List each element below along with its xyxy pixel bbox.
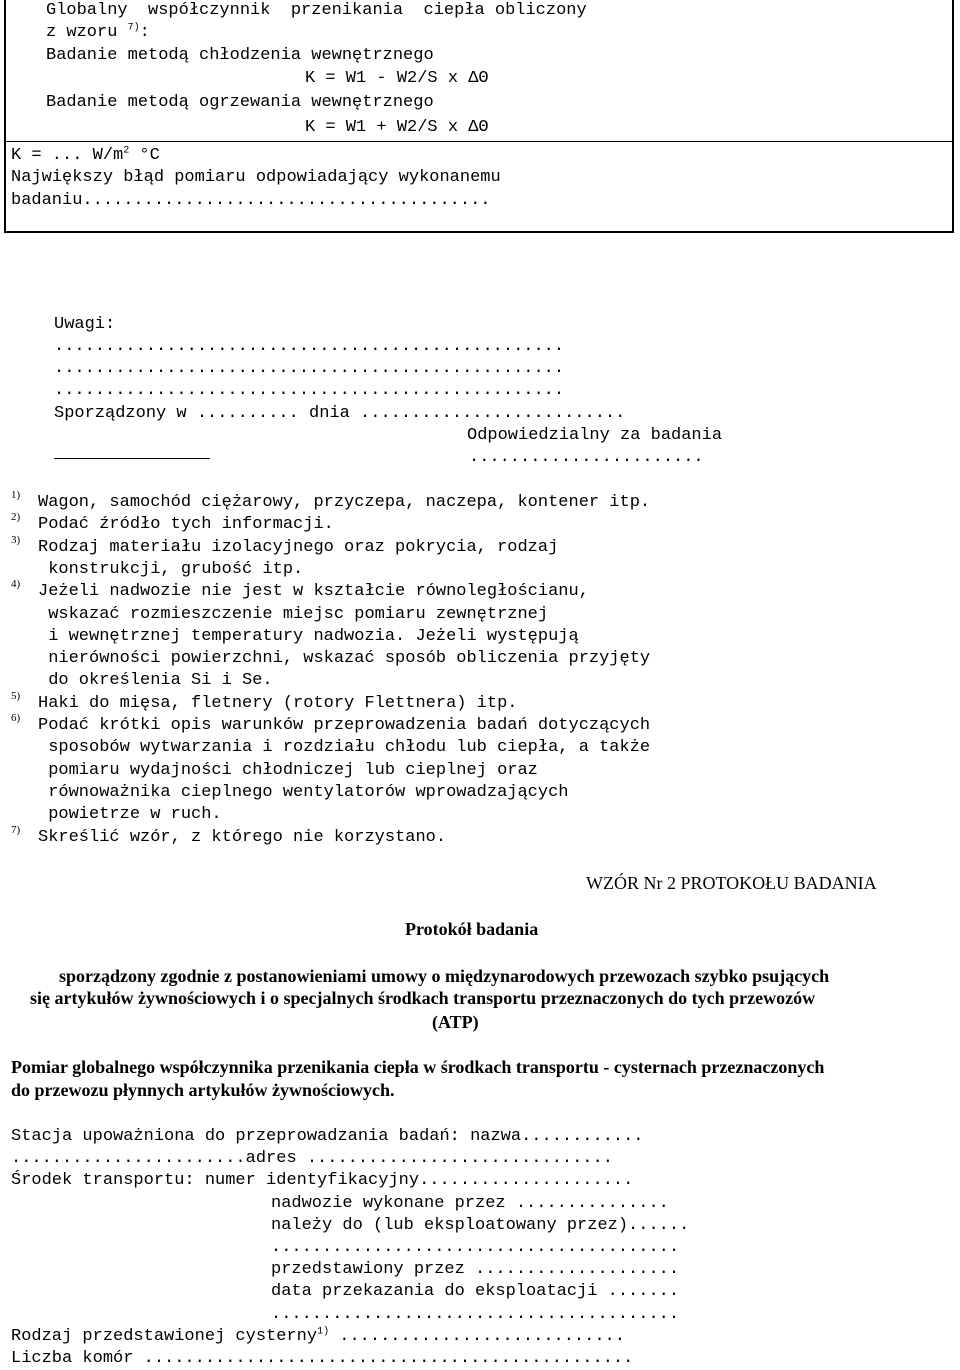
footnote-text: wskazać rozmieszczenie miejsc pomiaru zewnętrznej xyxy=(38,604,549,624)
footnote-text: równoważnika cieplnego wentylatorów wprowadzających xyxy=(38,782,569,802)
footnote-text: Podać krótki opis warunków przeprowadzenia badań dotyczących xyxy=(38,716,651,735)
footnote-text: powietrze w ruch. xyxy=(38,805,222,825)
heating-method-label: Badanie metodą ogrzewania wewnętrznego xyxy=(46,93,434,112)
footnote-text: Rodzaj materiału izolacyjnego oraz pokrycia, rodzaj xyxy=(38,537,559,557)
footnote-number: 4) xyxy=(11,578,21,591)
footnote-number: 6) xyxy=(11,712,21,724)
footnote-text: Wagon, samochód ciężarowy, przyczepa, naczepa, kontener itp. xyxy=(38,493,651,512)
footnote-text: i wewnętrznej temperatury nadwozia. Jeżeli występują xyxy=(38,626,579,646)
prepared-line: Sporządzony w .......... dnia .......................... xyxy=(54,404,626,423)
formula-box-divider xyxy=(6,141,954,142)
body-by-field: nadwozie wykonane przez ............... xyxy=(271,1194,669,1213)
footnote-text: Skreślić wzór, z którego nie korzystano. xyxy=(38,827,447,847)
footnote-separator xyxy=(54,458,210,459)
footnote-text: do określenia Si i Se. xyxy=(38,671,273,691)
commissioning-date-field: data przekazania do eksploatacji ....... xyxy=(271,1282,680,1301)
address-field: .......................adres .............................. xyxy=(11,1149,613,1168)
footnote-number: 2) xyxy=(11,511,21,524)
form-title: Protokół badania xyxy=(405,919,539,939)
heat-transfer-heading: Globalny współczynnik przenikania ciepła obliczony xyxy=(46,1,587,20)
footnote-text: sposobów wytwarzania i rozdziału chłodu lub ciepła, a także xyxy=(38,738,651,758)
heating-formula: K = W1 + W2/S x ΔΘ xyxy=(305,118,489,137)
formula-reference: z wzoru $^{7)}$: xyxy=(46,22,150,42)
footnote-text: Haki do mięsa, fletnery (rotory Flettnera) itp. xyxy=(38,693,518,713)
owned-by-dots: ........................................ xyxy=(271,1238,680,1257)
station-field: Stacja upoważniona do przeprowadzania badań: nazwa............ xyxy=(11,1127,644,1146)
owned-by-field: należy do (lub eksploatowany przez)...... xyxy=(271,1216,690,1235)
remarks-dots-1: .................................................. xyxy=(54,337,565,356)
responsible-label: Odpowiedzialny za badania xyxy=(467,426,723,445)
footnote-text: pomiaru wydajności chłodniczej lub cieplnej oraz xyxy=(38,760,538,780)
remarks-dots-2: .................................................. xyxy=(54,359,565,378)
k-value-line: K = ... $W/m^2$ °C xyxy=(11,145,160,165)
footnote-text: Podać źródło tych informacji. xyxy=(38,515,334,535)
compliance-line-1: sporządzony zgodnie z postanowieniami umowy o międzynarodowych przewozach szybko psujących xyxy=(59,966,830,986)
measurement-line-2: do przewozu płynnych artykułów żywnościowych. xyxy=(11,1080,395,1100)
transport-id-field: Środek transportu: numer identyfikacyjny..................... xyxy=(11,1171,634,1190)
footnote-text: konstrukcji, grubość itp. xyxy=(38,559,304,579)
measurement-line-1: Pomiar globalnego współczynnika przenikania ciepła w środkach transportu - cysternach przeznaczonych xyxy=(11,1057,825,1077)
remarks-label: Uwagi: xyxy=(54,315,116,334)
commissioning-dots: ........................................ xyxy=(271,1305,680,1324)
remarks-dots-3: .................................................. xyxy=(54,381,565,400)
tank-type-field: Rodzaj przedstawionej cysterny$^{1)}$ ............................ xyxy=(11,1326,625,1346)
max-error-line-2: badaniu........................................ xyxy=(11,191,491,210)
cooling-formula: K = W1 - W2/S x ΔΘ xyxy=(305,69,489,88)
max-error-line-1: Największy błąd pomiaru odpowiadający wykonanemu xyxy=(11,168,501,187)
footnote-text: nierówności powierzchni, wskazać sposób obliczenia przyjęty xyxy=(38,649,651,669)
chambers-field: Liczba komór ................................................ xyxy=(11,1349,634,1368)
presented-by-field: przedstawiony przez .................... xyxy=(271,1260,680,1279)
form-header: WZÓR Nr 2 PROTOKOŁU BADANIA xyxy=(586,873,877,893)
cooling-method-label: Badanie metodą chłodzenia wewnętrznego xyxy=(46,46,434,65)
footnote-number: 5) xyxy=(11,689,21,702)
compliance-line-3: (ATP) xyxy=(432,1012,479,1032)
footnote-number: 3) xyxy=(11,533,21,546)
footnote-number: 7) xyxy=(11,823,21,836)
footnote-text: Jeżeli nadwozie nie jest w kształcie równoległościanu, xyxy=(38,582,589,602)
compliance-line-2: się artykułów żywnościowych i o specjalnych środkach transportu przeznaczonych do tych przewozów xyxy=(30,988,816,1008)
responsible-dots: ....................... xyxy=(469,448,704,467)
footnote-number: 1) xyxy=(11,489,21,501)
